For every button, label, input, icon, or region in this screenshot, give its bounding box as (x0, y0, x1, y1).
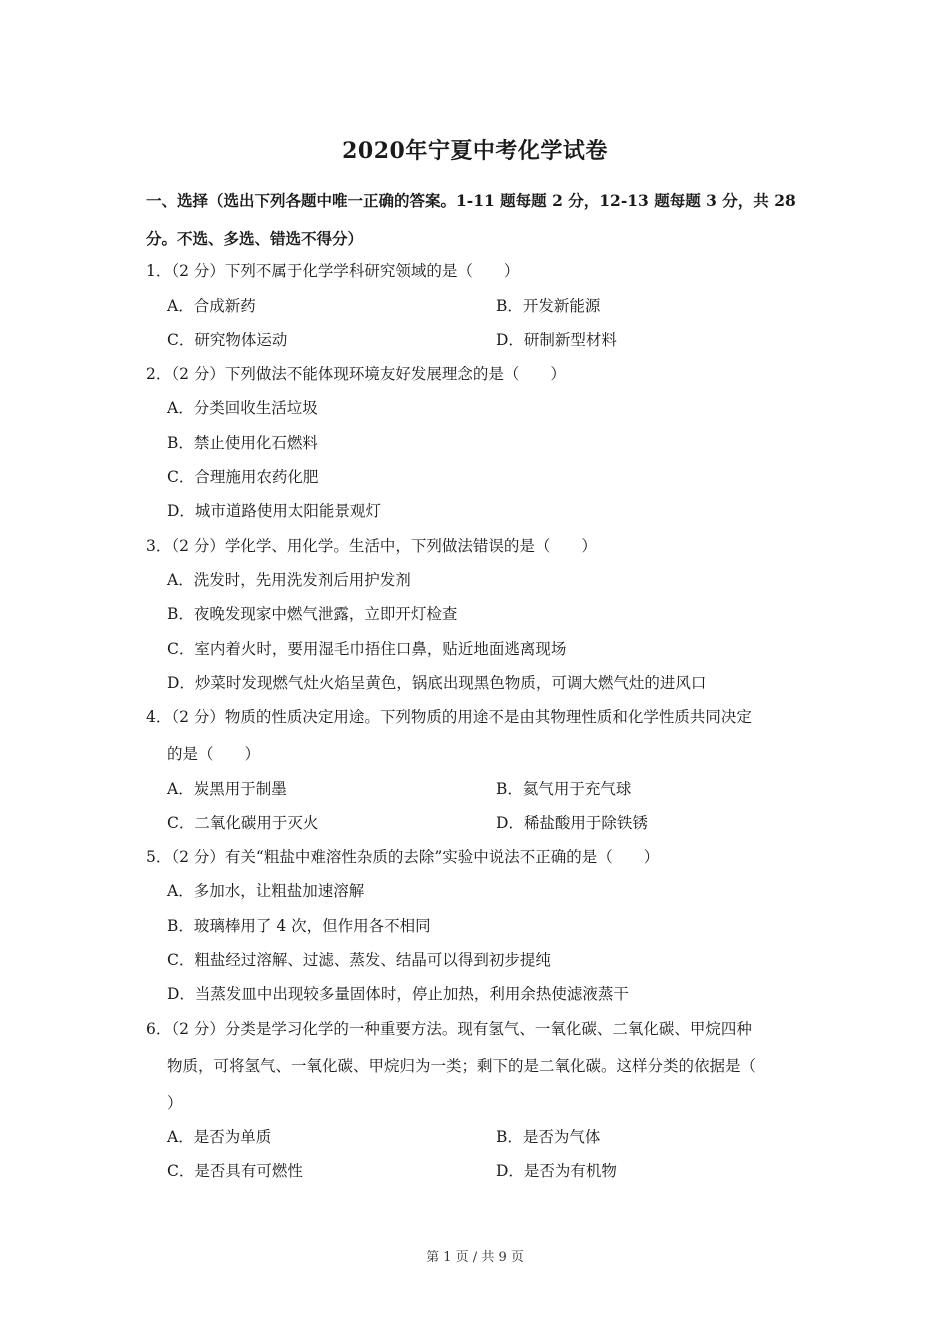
page-footer: 第 1 页 / 共 9 页 (426, 1250, 524, 1265)
question-4-stem-continued: 的是（ ） (167, 745, 261, 763)
exam-title: 2020年宁夏中考化学试卷 (342, 138, 608, 164)
section-heading-line2: 分。不选、多选、错选不得分） (146, 229, 364, 248)
question-3-option-d: D．炒菜时发现燃气灶火焰呈黄色，锅底出现黑色物质，可调大燃气灶的进风口 (167, 674, 707, 692)
question-3-stem: 3．（2 分）学化学、用化学。生活中，下列做法错误的是（ ） (146, 537, 597, 555)
question-5-option-c: C．粗盐经过溶解、过滤、蒸发、结晶可以得到初步提纯 (167, 951, 551, 969)
question-6-stem-continued-2: ） (167, 1094, 183, 1112)
question-2-option-b: B．禁止使用化石燃料 (167, 434, 318, 452)
question-2-option-c: C．合理施用农药化肥 (167, 468, 319, 486)
question-3-option-a: A．洗发时，先用洗发剂后用护发剂 (167, 571, 411, 589)
question-5-stem: 5．（2 分）有关“粗盐中难溶性杂质的去除”实验中说法不正确的是（ ） (146, 848, 660, 866)
question-5-option-b: B．玻璃棒用了 4 次，但作用各不相同 (167, 917, 431, 935)
question-5-option-a: A．多加水，让粗盐加速溶解 (167, 882, 365, 900)
question-2-option-d: D．城市道路使用太阳能景观灯 (167, 502, 381, 520)
question-6-option-c: C．是否具有可燃性 (167, 1162, 303, 1180)
question-1-option-b: B．开发新能源 (496, 297, 601, 315)
question-1-option-d: D．研制新型材料 (496, 331, 617, 349)
question-6-option-a: A．是否为单质 (167, 1128, 272, 1146)
question-6-stem: 6．（2 分）分类是学习化学的一种重要方法。现有氢气、一氧化碳、二氧化碳、甲烷四种 (146, 1020, 752, 1038)
question-4-option-d: D．稀盐酸用于除铁锈 (496, 814, 648, 832)
question-3-option-c: C．室内着火时，要用湿毛巾捂住口鼻，贴近地面逃离现场 (167, 640, 567, 658)
question-6-option-b: B．是否为气体 (496, 1128, 601, 1146)
question-4-option-c: C．二氧化碳用于灭火 (167, 814, 319, 832)
question-4-option-a: A．炭黑用于制墨 (167, 780, 287, 798)
question-1-option-a: A．合成新药 (167, 297, 256, 315)
question-5-option-d: D．当蒸发皿中出现较多量固体时，停止加热，利用余热使滤液蒸干 (167, 985, 629, 1003)
question-1-option-c: C．研究物体运动 (167, 331, 288, 349)
section-heading-line1: 一、选择（选出下列各题中唯一正确的答案。1-11 题每题 2 分，12-13 题每题 3 分，共 28 (146, 191, 796, 210)
question-2-option-a: A．分类回收生活垃圾 (167, 399, 318, 417)
question-4-option-b: B．氦气用于充气球 (496, 780, 632, 798)
question-2-stem: 2．（2 分）下列做法不能体现环境友好发展理念的是（ ） (146, 365, 566, 383)
question-3-option-b: B．夜晚发现家中燃气泄露，立即开灯检查 (167, 605, 458, 623)
question-4-stem: 4．（2 分）物质的性质决定用途。下列物质的用途不是由其物理性质和化学性质共同决定 (146, 708, 752, 726)
question-6-stem-continued: 物质，可将氢气、一氧化碳、甲烷归为一类；剩下的是二氧化碳。这样分类的依据是（ (167, 1057, 757, 1075)
question-1-stem: 1．（2 分）下列不属于化学学科研究领域的是（ ） (146, 262, 520, 280)
question-6-option-d: D．是否为有机物 (496, 1162, 617, 1180)
